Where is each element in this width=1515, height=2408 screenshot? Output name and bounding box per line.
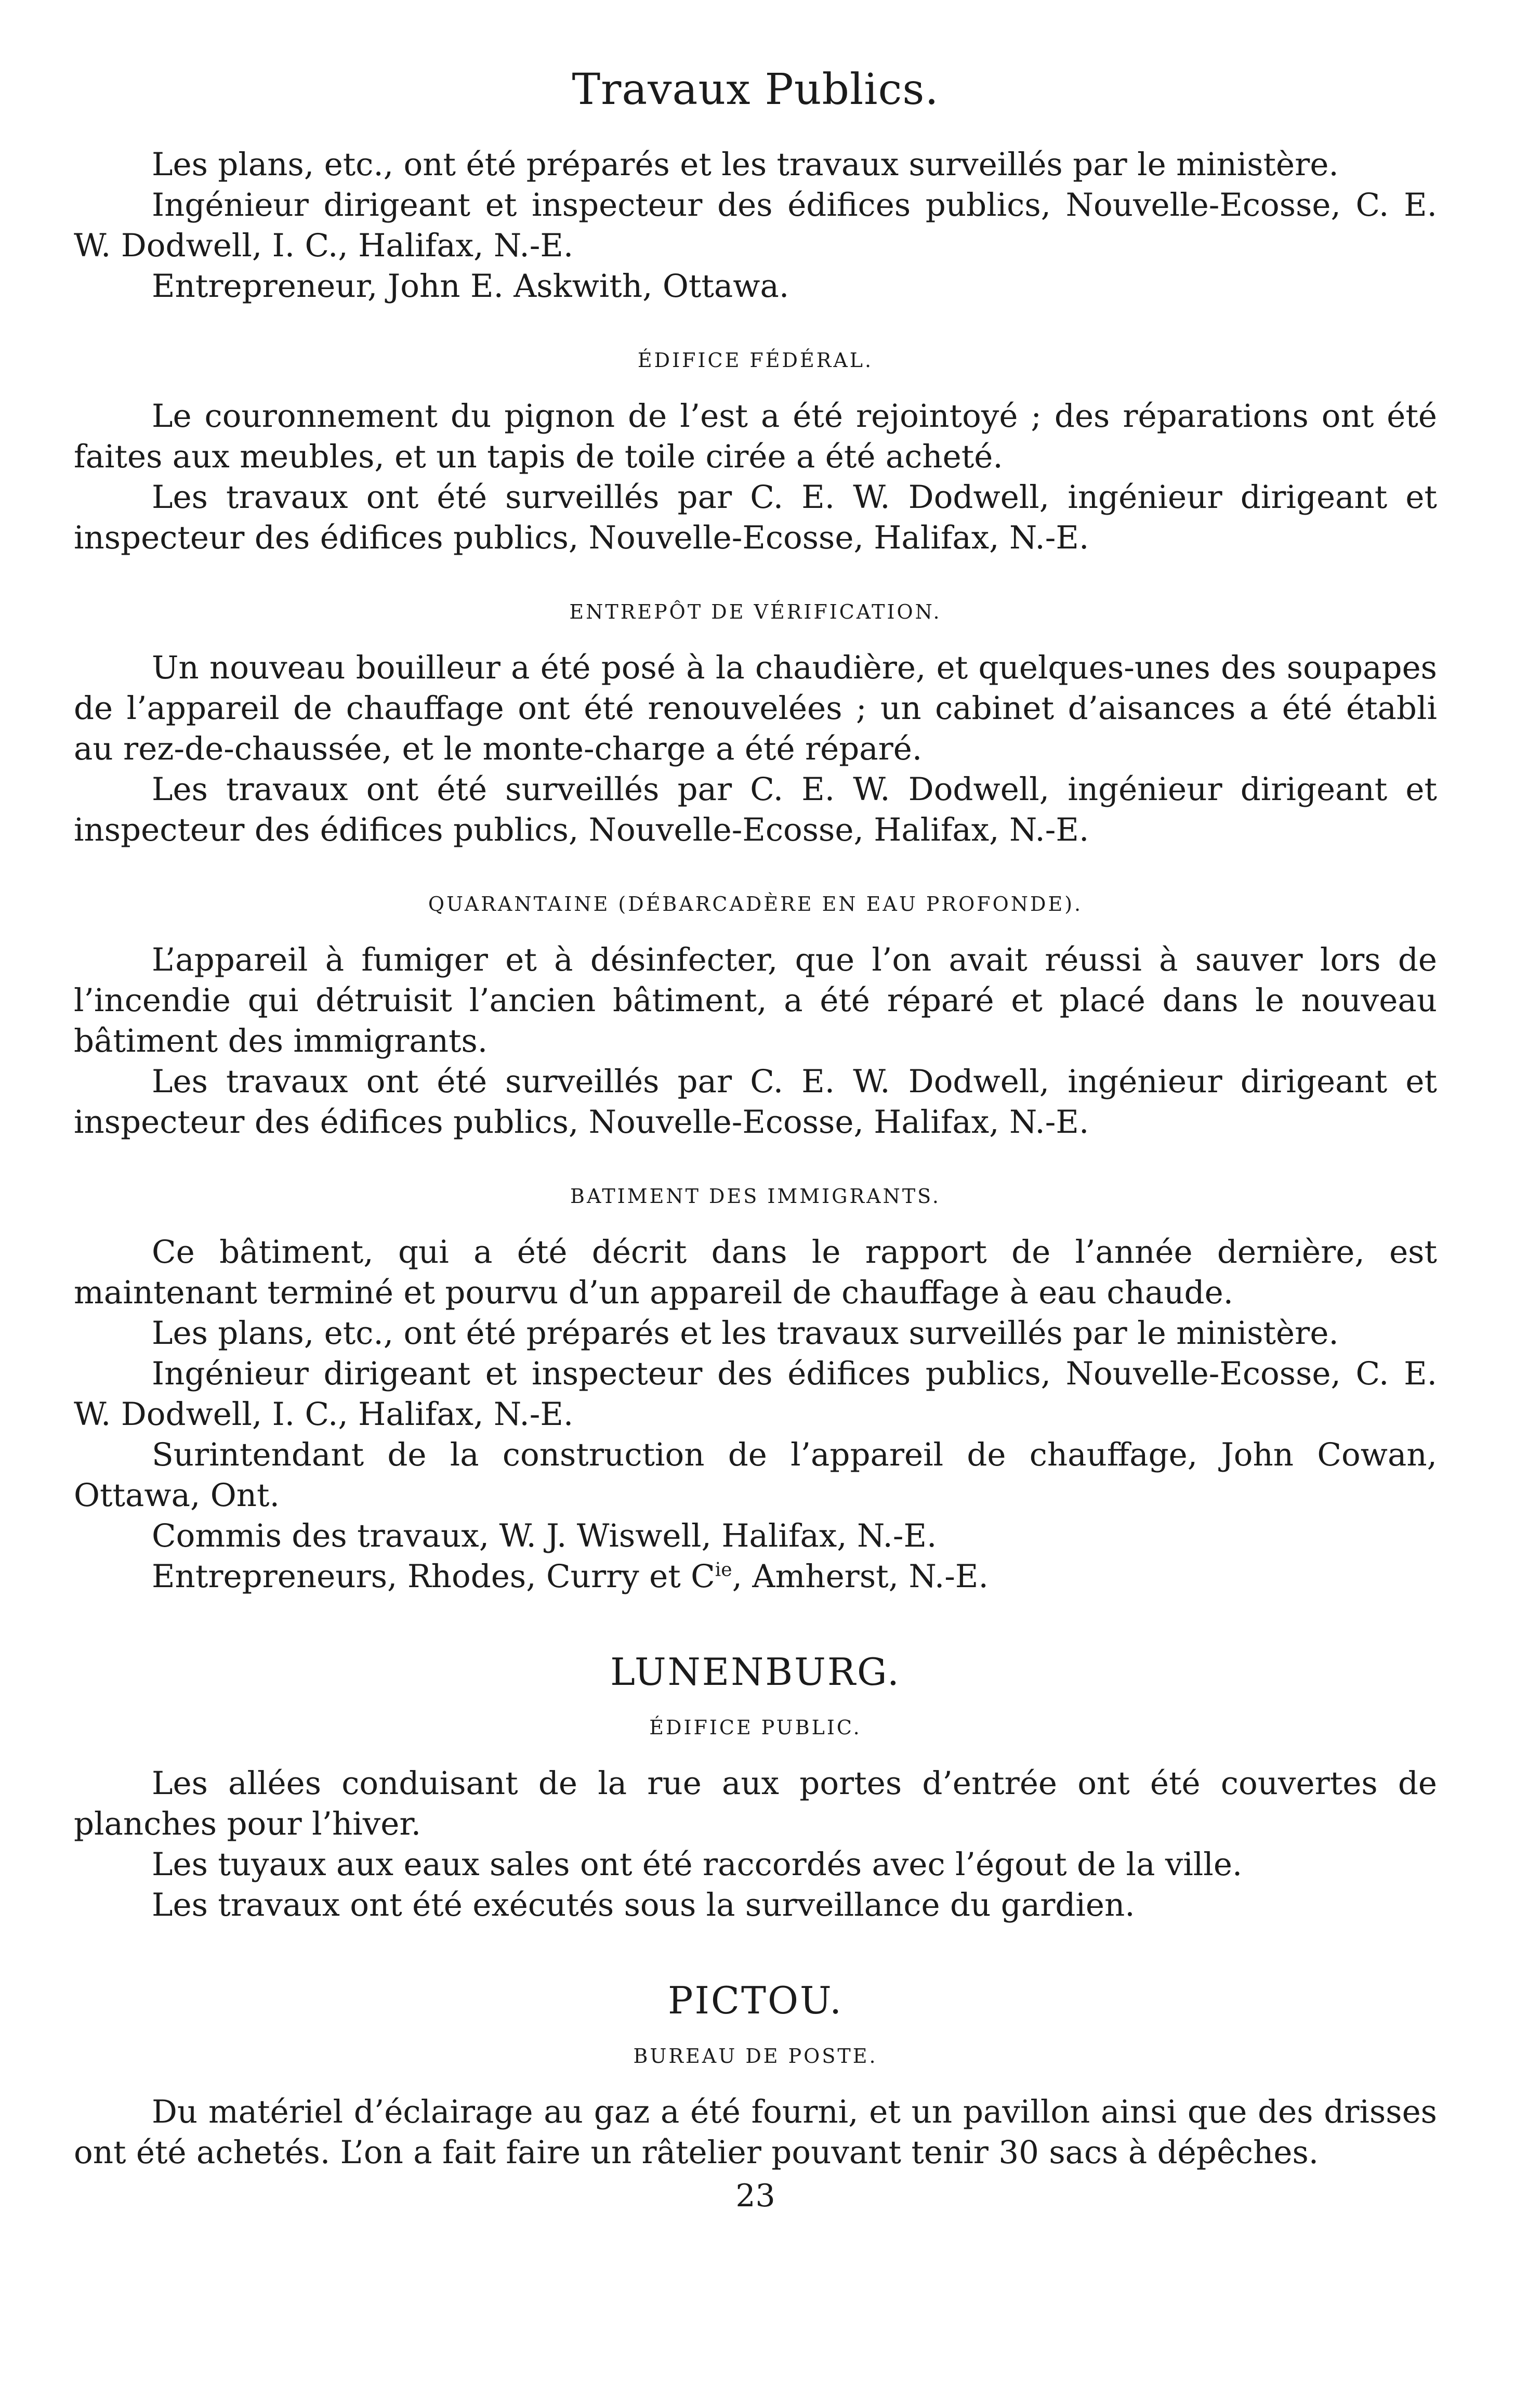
place-heading: LUNENBURG.	[610, 1650, 901, 1694]
page-number: 23	[735, 2178, 775, 2214]
section-heading: BUREAU DE POSTE.	[633, 2045, 878, 2067]
section-paragraph: Surintendant de la construction de l’appareil de chauffage, John Cowan, Ottawa, Ont.	[74, 1436, 1437, 1514]
section-paragraph: Les travaux ont été exécutés sous la surveillance du gardien.	[152, 1887, 1135, 1923]
section-quarantaine	[74, 891, 1437, 1143]
section-paragraph: Un nouveau bouilleur a été posé à la chaudière, et quelques-unes des soupapes de l’appareil de chauffage ont été renouvelées ; un cabinet d’aisances a été établi au rez-de-chaussée, et le monte-charge a été réparé.	[74, 649, 1437, 767]
section-paragraph: Commis des travaux, W. J. Wiswell, Halifax, N.-E.	[152, 1517, 937, 1554]
contractor-suffix: , Amherst, N.-E.	[732, 1558, 989, 1595]
section-heading: QUARANTAINE (DÉBARCADÈRE EN EAU PROFONDE).	[428, 893, 1083, 915]
section-paragraph: Les travaux ont été surveillés par C. E. W. Dodwell, ingénieur dirigeant et inspecteur des édifices publics, Nouvelle-Ecosse, Halifax, N.-E.	[74, 1063, 1437, 1141]
section-paragraph: L’appareil à fumiger et à désinfecter, que l’on avait réussi à sauver lors de l’incendie qui détruisit l’ancien bâtiment, a été réparé et placé dans le nouveau bâtiment des immigrants.	[74, 941, 1437, 1059]
section-paragraph: Les plans, etc., ont été préparés et les travaux surveillés par le ministère.	[152, 1315, 1339, 1352]
section-paragraph: Les tuyaux aux eaux sales ont été raccordés avec l’égout de la ville.	[152, 1846, 1243, 1883]
section-paragraph: Ce bâtiment, qui a été décrit dans le rapport de l’année dernière, est maintenant terminé et pourvu d’un appareil de chauffage à eau chaude.	[74, 1234, 1437, 1311]
section-entrepot-verification	[74, 599, 1437, 850]
section-heading: ÉDIFICE FÉDÉRAL.	[637, 349, 874, 372]
contractor-superscript: ie	[715, 1559, 732, 1581]
section-lunenburg	[74, 1647, 1437, 1926]
section-edifice-federal	[74, 347, 1437, 558]
section-batiment-immigrants	[74, 1183, 1437, 1597]
section-heading: BATIMENT DES IMMIGRANTS.	[570, 1185, 941, 1208]
section-paragraph: Du matériel d’éclairage au gaz a été fourni, et un pavillon ainsi que des drisses ont été achetés. L’on a fait faire un râtelier pouvant tenir 30 sacs à dépêches.	[74, 2093, 1437, 2171]
section-paragraph: Le couronnement du pignon de l’est a été rejointoyé ; des réparations ont été faites aux meubles, et un tapis de toile cirée a été acheté.	[74, 398, 1437, 475]
intro-paragraph: Les plans, etc., ont été préparés et les travaux surveillés par le ministère.	[152, 146, 1339, 183]
place-heading: PICTOU.	[668, 1979, 843, 2022]
intro-paragraph: Entrepreneur, John E. Askwith, Ottawa.	[152, 268, 789, 305]
section-heading: ÉDIFICE PUBLIC.	[649, 1716, 862, 1739]
section-paragraph: Ingénieur dirigeant et inspecteur des édifices publics, Nouvelle-Ecosse, C. E. W. Dodwell, I. C., Halifax, N.-E.	[74, 1355, 1437, 1433]
contractor-prefix: Entrepreneurs, Rhodes, Curry et C	[152, 1558, 715, 1595]
section-paragraph: Les allées conduisant de la rue aux portes d’entrée ont été couvertes de planches pour l’hiver.	[74, 1765, 1437, 1842]
intro-section	[74, 145, 1437, 307]
intro-paragraph: Ingénieur dirigeant et inspecteur des édifices publics, Nouvelle-Ecosse, C. E. W. Dodwell, I. C., Halifax, N.-E.	[74, 187, 1437, 264]
section-paragraph: Les travaux ont été surveillés par C. E. W. Dodwell, ingénieur dirigeant et inspecteur des édifices publics, Nouvelle-Ecosse, Halifax, N.-E.	[74, 479, 1437, 556]
contractor-line	[74, 1556, 1437, 1597]
section-heading: ENTREPÔT DE VÉRIFICATION.	[569, 600, 942, 623]
section-pictou	[74, 1975, 1437, 2173]
page-title: Travaux Publics.	[572, 65, 939, 114]
section-paragraph: Les travaux ont été surveillés par C. E. W. Dodwell, ingénieur dirigeant et inspecteur des édifices publics, Nouvelle-Ecosse, Halifax, N.-E.	[74, 771, 1437, 848]
